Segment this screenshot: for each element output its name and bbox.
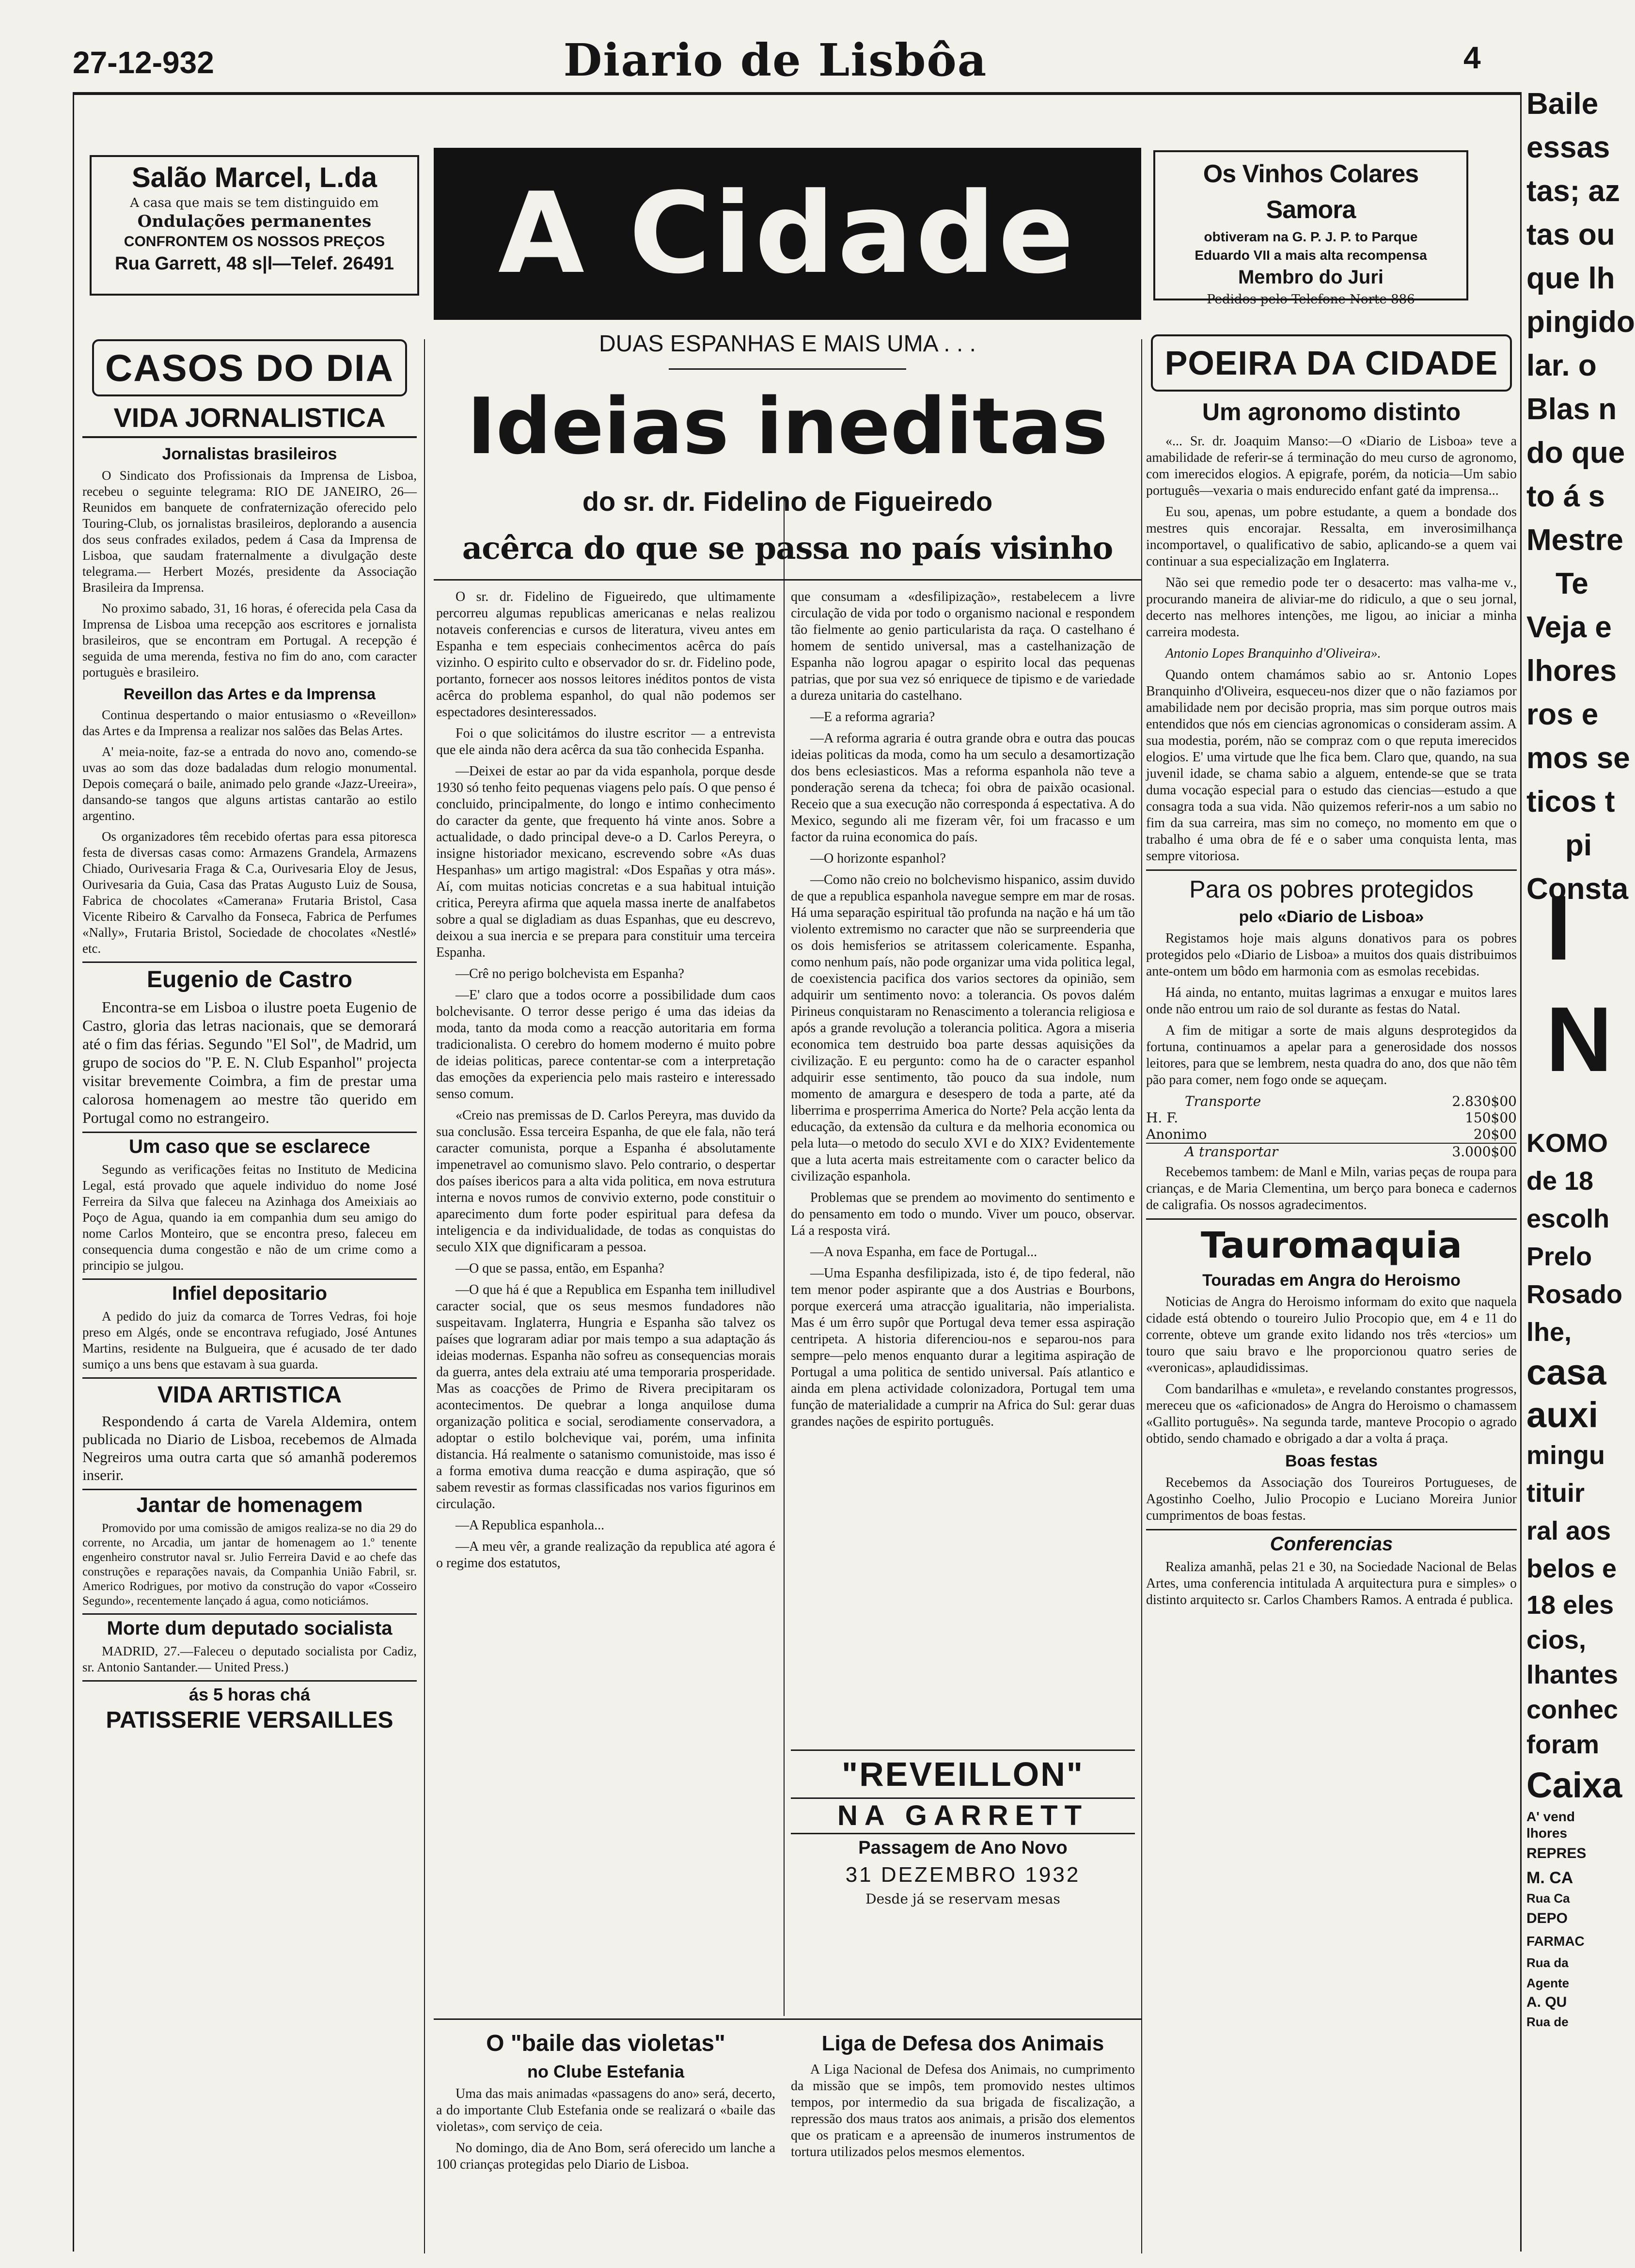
liga-p1: A Liga Nacional de Defesa dos Animais, no cumprimento da missão que se impôs, tem promovido nestes ultimos tempos, por intermedio da sua brigada de fiscalização, a repressão dos maus tratos aos animais, a prisão dos elementos que os praticam e a apreensão de inumeros instrumentos de tortura utilizados pelos mesmos elementos. [791,2062,1135,2159]
casos-banner-text: CASOS DO DIA [105,346,394,389]
edge-line: lar. o [1526,349,1597,382]
infiel-p1: A pedido do juiz da comarca de Torres Vedras, foi hoje preso em Algés, onde se encontrava refugiado, José Antunes Martins, residente na Bulgueira, que é acusado de ter dado sumiço a uns bens que estavam à sua guarda. [82,1309,417,1371]
ledger-value: 3.000$00 [1452,1144,1517,1160]
edge-line: A' vend [1526,1809,1575,1824]
agronomo-p3: Não sei que remedio pode ter o desacerto: mas valha-me v., procurando maneira de aliviar-me do ridiculo, a que o seu jornal, decerto nas melhores intenções, me ligou, ao iniciar a minha carreira modesta. [1146,575,1517,640]
edge-line: essas [1526,131,1610,164]
ledger-value: 20$00 [1473,1126,1517,1142]
edge-line: REPRES [1526,1845,1587,1861]
vida-artistica-p1: Respondendo á carta de Varela Aldemira, ontem publicada no Diario de Lisboa, recebemos de Almada Negreiros uma outra carta que só amanhã poderemos inserir. [82,1413,417,1483]
ad-right-line1: obtiveram na G. P. J. P. to Parque [1204,229,1418,244]
edge-line: foram [1526,1730,1600,1759]
edge-line: ros e [1526,698,1599,731]
infiel-head: Infiel depositario [82,1278,417,1305]
reveillon-line2: 31 DEZEMBRO 1932 [845,1863,1081,1887]
casos-banner [92,339,407,396]
edge-line: Baile [1526,87,1599,121]
edge-line: Agente [1526,1976,1570,1990]
edge-line: Consta [1526,872,1629,906]
poeira-banner-text: POEIRA DA CIDADE [1164,344,1498,382]
edge-line: de 18 [1526,1166,1594,1196]
ledger-label: Anonimo [1146,1126,1207,1142]
section-title: A Cidade [498,169,1077,299]
ad-right-line4: Pedidos pelo Telefone Norte 886 [1207,292,1415,307]
conferencias-head: Conferencias [1146,1529,1517,1555]
agronomo-p5: Quando ontem chamámos sabio ao sr. Antonio Lopes Branquinho d'Oliveira, esqueceu-nos dizer que o não faziamos por amabilidade nem por decisão propria, mas sim porque outros mais entendidos que nós em ciencias agronomicas o consideram assim. A sua modestia, porém, não se compraz com o que reputa imerecidos elogios. E' uma virtude que lhe fica bem. Claro que, quando, na sua juvenil idade, se chama sabio a alguem, entende-se que se trata duma vocação especial para o estudo das ciencias—estudo a que consagra toda a sua vida. Não quizemos referir-nos a um sabio no fim da sua carreira, mas sim no começo, no momento em que o trabalho é uma obra de fé e o saber uma conquista lenta, mas sempre vitoriosa. [1146,667,1517,864]
vida-artistica-head: VIDA ARTISTICA [82,1377,417,1408]
agronomo-signature: Antonio Lopes Branquinho d'Oliveira». [1165,646,1381,661]
edge-line: Rua Ca [1526,1891,1570,1906]
fidelino-p9: —A Republica espanhola... [456,1518,605,1533]
edge-line: pi [1565,829,1592,862]
fidelino-p1: O sr. dr. Fidelino de Figueiredo, que ultimamente percorreu algumas republicas americanas e nelas realizou notaveis conferencias e cursos de literatura, viveu antes em Espanha e tem especiais conhecimentos acêrca do país vizinho. O espirito culto e observador do sr. dr. Fidelino pode, portanto, fornecer aos nossos leitores inéditos pontos de vista acêrca do problema espanhol, do qual não podemos ser espectadores desinteressados. [436,589,775,720]
edge-line: M. CA [1526,1869,1573,1887]
ad-right-line2: Eduardo VII a mais alta recompensa [1195,248,1427,263]
patisserie-line1: ás 5 horas chá [189,1685,311,1704]
baile-violetas-block [436,2026,775,2249]
reveillon-title: "REVEILLON" [842,1755,1084,1793]
fidelino-p7: —O que se passa, então, em Espanha? [456,1261,664,1276]
fidelino-p5: —E' claro que a todos ocorre a possibilidade dum caos bolchevisante. O terror desse perigo é uma das ideias da moda, tanto da moda como a reacção autoritaria em forma tradicionalista. O cerebro do homem moderno é muito pobre de ideias politicas, parece contentar-se com a interpretação das emoções da experiencia pelo mais rasteiro e interessado senso comum. [436,988,775,1102]
baile-head: O "baile das violetas" [486,2031,725,2056]
col-rule-2 [784,499,785,2016]
reveillon-garrett-ad [791,1749,1135,1945]
frame-left [73,95,74,2252]
edge-line: 18 eles [1526,1591,1614,1620]
baile-p1: Uma das mais animadas «passagens do ano» será, decerto, a do importante Club Estefania onde se realizará o «baile das violetas», com serviço de ceia. [436,2086,775,2134]
deck: acêrca do que se passa no país visinho [462,530,1113,567]
jantar-head: Jantar de homenagem [82,1489,417,1517]
edge-line: Blas n [1526,393,1617,426]
ledger-label: A transportar [1185,1144,1278,1160]
ledger-label: H. F. [1146,1110,1179,1126]
edge-line: do que [1526,436,1625,470]
caso-esclarece-p1: Segundo as verificações feitas no Instituto de Medicina Legal, está provado que aquele individuo do nome José Ferreira da Silva que faleceu na Azinhaga dos Ameixiais ao Poço de Agua, quando ia em companhia dum seu amigo do nome Carlos Monteiro, que se encontra preso, faleceu em consequencia duma congestão e não de um crime como a principio se julgou. [82,1162,417,1273]
conferencias-p1: Realiza amanhã, pelas 21 e 30, na Sociedade Nacional de Belas Artes, uma conferencia intitulada A arquitectura pura e simples» o distinto arquitecto sr. Carlos Chambers Ramos. A entrada é publica. [1146,1559,1517,1607]
deck-rule [434,579,1141,581]
reveillon-artes-head: Reveillon das Artes e da Imprensa [124,685,376,703]
edge-line: tituir [1526,1479,1585,1508]
edge-line: tas; az [1526,174,1620,208]
liga-animais-block [791,2026,1135,2249]
fidelino-c2-p5: —Como não creio no bolchevismo hispanico, assim duvido de que a republica espanhola navegue sempre em mar de rosas. Há uma separação espiritual tão profunda na nação e há um tão violento extremismo no caracter que não se surpreenderia que os dois hemisferios se atritassem colericamente. Espanha, como nenhum país, não pode organizar uma vida politica legal, de coexistencia pacifica dos varios sectores da opinião, sem adquirir um sentimento novo: a tolerancia. Os povos dalém Pirineus conquistaram no Renascimento a tolerancia religiosa e após a grande revolução a tolerancia politica. Agora a miseria economica tem destruido boa parte dessas aquisições da civilização. E eu pergunto: como ha de o caracter espanhol adquirir esse sentimento, tão pouco da sua indole, num momento de amargura e desespero de toda a parte, até da liberrima e prosperrima America do Norte? Pela acção lenta da educação, da extensão da cultura e da melhoria economica ou pela luta—o metodo do seculo XVI e do XIX? Evidentemente que a luta acerta mais estreitamente com o caracter belico da civilização espanhola. [791,872,1135,1184]
edge-line: ral aos [1526,1516,1611,1545]
edge-line: Rua de [1526,2015,1569,2029]
fidelino-c2-p3: —A reforma agraria é outra grande obra e outra das poucas ideias politicas da moda, como ha um seculo a desamortização dos bens eclesiasticos. Mas a reforma espanhola não teve a ponderação serena da tcheca; foi obra de paixão ocasional. Receio que a sua execução não corresponda á espectativa. A do Mexico, segundo ali me fizeram vêr, foi um fracasso e um factor da ruina economica do país. [791,731,1135,845]
edge-line: Veja e [1526,611,1612,644]
poeira-banner [1151,334,1512,392]
edge-line: cios, [1526,1625,1587,1654]
ad-left-line1: A casa que mais se tem distinguido em [130,196,379,210]
ad-left-title: Salão Marcel, L.da [131,162,377,193]
edge-line: pingido [1526,305,1635,339]
pobres-p1: Registamos hoje mais alguns donativos para os pobres protegidos pelo «Diario de Lisboa» a muitos dos quais distribuimos ante-ontem um bôdo em harmonia com as esmolas recebidas. [1146,931,1517,979]
edge-line: A. QU [1526,1994,1567,2010]
agronomo-heading: Um agronomo distinto [1202,398,1461,425]
fidelino-c2-p8: —Uma Espanha desfilipizada, isto é, de tipo federal, não tem menor poder aspirante que a dos Austrias e Bourbons, porque exercerá uma atracção igualitaria, não imperialista. Mas é um êrro supôr que Portugal deva temer essa aspiração centripeta. A historia diferenciou-nos e separou-nos para sempre—pelo menos enquanto durar a legitima aspiração de Portugal a uma politica de sentido universal. País atlantico e ainda em plena actividade colonizadora, Portugal tem uma função de materialidade a cumprir na Africa do Sul: gerar duas grandes nações de espirito português. [791,1266,1135,1429]
edge-line: belos e [1526,1554,1617,1583]
vida-jornalistica-heading: VIDA JORNALISTICA [82,399,417,438]
col-rule-1 [424,339,425,2253]
col-rule-3 [1141,339,1142,2253]
ledger-value: 2.830$00 [1452,1093,1517,1109]
edge-line: tas ou [1526,218,1615,252]
lower-center-rule [434,2018,1141,2020]
fidelino-c2-p6: Problemas que se prendem ao movimento do sentimento e do pensamento em todo o mundo. Viver um pouco, observar. Lá a resposta virá. [791,1190,1135,1238]
morte-deputado-p1: MADRID, 27.—Faleceu o deputado socialista por Cadiz, sr. Antonio Santander.— United Press.) [82,1644,417,1674]
headline: Ideias ineditas [467,381,1108,472]
edge-line: conhec [1526,1695,1619,1724]
edge-line: Te [1556,567,1588,600]
ledger-label: Transporte [1185,1093,1261,1109]
liga-head: Liga de Defesa dos Animais [821,2032,1104,2055]
ledger-row [1146,1144,1517,1160]
fidelino-c2-p4: —O horizonte espanhol? [810,851,946,866]
page-number: 4 [1463,40,1481,75]
tauromaquia-sub: Touradas em Angra do Heroismo [1202,1271,1461,1290]
baile-p2: No domingo, dia de Ano Bom, será oferecido um lanche a 100 crianças protegidas pelo Diario de Lisboa. [436,2141,775,2172]
fidelino-p4: —Crê no perigo bolchevista em Espanha? [456,966,684,981]
edge-strip [1526,82,1635,906]
tauromaquia-p2: Com bandarilhas e «muleta», e revelando constantes progressos, mereceu que os «aficionados» de Angra do Heroismo o chamassem «Gallito português». Na segunda tarde, manteve Procopio o agrado obtido, sendo chamado e obrigado a dar a volta á praça. [1146,1382,1517,1446]
center-column-1 [436,589,775,2014]
reveillon-artes-p3: Os organizadores têm recebido ofertas para essa pitoresca festa de diversas casas como: Armazens Grandela, Armazens Chiado, Ourivesaria Fraga & C.a, Ourivesaria Eloy de Jesus, Ourivesaria da Guia, Casa das Pratas Augusto Luiz de Sousa, Fabrica de chocolates «Camerana» Frutaria Bristol, Casa Vicente Ribeiro & Carvalho da Fonseca, Fabrica de Perfumes «Nally», Frutaria Bristol, Sociedade de chocolates «Nestlé» etc. [82,829,417,956]
edge-line: casa [1526,1352,1606,1392]
reveillon-line1: Passagem de Ano Novo [858,1838,1068,1858]
edge-line: ticos t [1526,785,1615,819]
reveillon-artes-p2: A' meia-noite, faz-se a entrada do novo ano, comendo-se uvas ao som das doze badaladas dum relogio monumental. Depois começará o baile, animado pelo grande «Jazz-Ureeira», dansando-se tangos que alguns artistas cantarão ao estilo argentino. [82,744,417,823]
baile-sub: no Clube Estefania [527,2062,685,2081]
edge-line: DEPO [1526,1910,1568,1926]
reveillon-sub: NA GARRETT [791,1797,1135,1834]
edge-line: mingu [1526,1441,1605,1470]
edge-line: lhantes [1526,1660,1619,1689]
center-column-2 [791,589,1135,1742]
edge-line: lhores [1526,1826,1568,1841]
fidelino-p3: —Deixei de estar ao par da vida espanhola, porque desde 1930 só tenho feito pequenas viagens pelo país. O que penso é concluido, principalmente, do longo e intimo conhecimento do caracter da gente, que frequento há vinte anos. Sobre a actualidade, o dado principal deve-o a D. Carlos Pereyra, o insigne historiador mexicano, escrevendo sobre «As duas Hespanhas» um artigo magistral: «Dos Españas y otra más». Aí, com muitas noticias concretas e a sua habitual intuição critica, Pereyra afirma que aquela massa inerte de analfabetos sobre a qual se digladiam as duas Espanhas, que eu descrevo, deixou a sua inercia e se prepara para constituir uma terceira Espanha. [436,764,775,960]
agronomo-p2: Eu sou, apenas, um pobre estudante, a quem a bondade dos mestres quis encorajar. Ressalta, em inverosimilhança incomportavel, o qualificativo de sabio, aplicando-se a quem vai continuar a sua especialização em Inglaterra. [1146,504,1517,569]
edge-line: KOMO [1526,1129,1608,1158]
masthead: Diario de Lisbôa [563,34,988,86]
edge-line: lhe, [1526,1318,1572,1347]
fidelino-p10: —A meu vêr, a grande realização da republica até agora é o regime dos estatutos, [436,1539,775,1571]
page-date: 27-12-932 [73,45,214,80]
pobres-p3: A fim de mitigar a sorte de mais alguns desprotegidos da fortuna, continuamos a apelar para a generosidade dos nossos leitores, para que se lembrem, nesta quadra do ano, dos que não têm pão para comer, nem fogo onde se aqueçam. [1146,1023,1517,1087]
fidelino-p8: —O que há é que a Republica em Espanha tem inilludivel caracter social, que os seus mesmos fundadores não suspeitavam. Inglaterra, Hungria e Espanha são talvez os países que lograram adiar por mais tempo a sua adaptação ás ideias modernas. Espanha não sofreu as consequencias morais da guerra, antes dela extraiu até uma temporaria prosperidade. Mas as coacções de Primo de Rivera precipitaram os acontecimentos. De quebrar a longa anquilose duma organização politica e social, serodiamente conservadora, a adoptar o estilo bolchevique vai, porém, uma infinita distancia. Há realmente o satanismo comunistoide, mas isso é a forma emotiva duma reacção e duma aspiração, que só sabem revestir as formas classificadas nos varios figurinos em circulação. [436,1282,775,1512]
boas-festas-p1: Recebemos da Associação dos Toureiros Portugueses, de Agostinho Coelho, Julio Procopio e Luciano Moreira Junior cumprimentos de boas festas. [1146,1475,1517,1523]
ledger-row [1146,1110,1517,1126]
fidelino-c2-p1: que consumam a «desfilipização», restabelecem a livre circulação de vida por todo o organismo nacional e respondem tão fielmente ao genio particularista da raça. O castelhano é homem de sentido universal, mas a castelhanização de Espanha não logrou apagar o espirito local das pequenas patrias, que por sua vez só enriquece de tipismo e de variedade a dureza unitaria do castelhano. [791,589,1135,703]
agronomo-p1: «... Sr. dr. Joaquim Manso:—O «Diario de Lisboa» teve a amabilidade de referir-se á terminação do meu curso de agronomo, com imerecidos elogios. A epigrafe, porém, da noticia—Um sabio português—vexaria o mais endurecido enfant gaté da imprensa... [1146,434,1517,498]
edge-line: que lh [1526,262,1615,295]
edge-line: Caixa [1526,1765,1622,1805]
edge-line: Rosado [1526,1280,1623,1309]
ledger-value: 150$00 [1465,1110,1517,1126]
edge-line: Prelo [1526,1242,1592,1271]
fidelino-c2-p2: —E a reforma agraria? [810,709,935,724]
morte-deputado-head: Morte dum deputado socialista [82,1613,417,1639]
header-rule [73,92,1522,95]
edge-line: to á s [1526,480,1605,513]
frame-right [1520,95,1522,2252]
edge-line: Rua da [1526,1955,1569,1970]
jornalistas-head: Jornalistas brasileiros [162,445,337,463]
jornalistas-p1: O Sindicato dos Profissionais da Imprensa de Lisboa, recebeu o seguinte telegrama: RIO DE JANEIRO, 26—Reunidos em banquete de confraternização oferecido pelo Touring-Club, os jornalistas brasileiros, deplorando a ausencia dos seus confrades exilados, pedem á Casa da Imprensa de Lisboa, que saudam fraternalmente a divulgação deste telegrama.— Herbert Mozés, presidente da Associação Brasileira da Imprensa. [82,468,417,595]
kicker: DUAS ESPANHAS E MAIS UMA . . . [599,331,976,357]
byline: do sr. dr. Fidelino de Figueiredo [582,486,993,517]
fidelino-c2-p7: —A nova Espanha, em face de Portugal... [810,1244,1038,1260]
ad-left-line2: Ondulações permanentes [137,212,372,231]
ad-left-line4: Rua Garrett, 48 s|l—Telef. 26491 [115,253,394,274]
eugenio-head: Eugenio de Castro [82,961,417,994]
fidelino-p6: «Creio nas premissas de D. Carlos Pereyra, mas duvido da sua conclusão. Essa terceira Espanha, de que ele fala, não terá caracter comunista, porque a Espanha é absolutamente impenetravel ao comunismo slavo. Pelo contrario, o despertar dos países ibericos para a alta vida politica, em nova estrutura interna e novos rumos de convivio externo, pode constituir o aparecimento dum forte poder espiritual para defesa da inteligencia e da individualidade, de todas as conquistas do seculo XIX que dignificaram a pessoa. [436,1108,775,1255]
left-column [82,334,417,2253]
pobres-p4: Recebemos tambem: de Manl e Miln, varias peças de roupa para crianças, e de Maria Clementina, um berço para boneca e cadernos de caligrafia. Os nossos agradecimentos. [1146,1165,1517,1213]
jantar-p1: Promovido por uma comissão de amigos realiza-se no dia 29 do corrente, no Arcadia, um jantar de homenagem ao 1.º tenente engenheiro construtor naval sr. Julio Ferreira David e ao chefe das construções e reparações navais, da Companhia União Fabril, sr. Americo Rodrigues, por motivo da construção do vapor «Cosseiro Segundo», recentemente lançado á agua, como noticiámos. [82,1522,417,1607]
edge-line: escolh [1526,1204,1610,1233]
ad-salao-marcel [90,155,419,296]
pobres-p2: Há ainda, no entanto, muitas lagrimas a enxugar e muitos lares onde não entrou um raio de sol durante as festas do Natal. [1146,985,1517,1017]
fidelino-p2: Foi o que solicitámos do ilustre escritor — a entrevista que ele ainda não dera acêrca da sua tão conhecida Espanha. [436,726,775,757]
right-column [1146,330,1517,2253]
edge-line: auxi [1526,1395,1599,1435]
eugenio-p1: Encontra-se em Lisboa o ilustre poeta Eugenio de Castro, gloria das letras nacionais, que se demorará até o fim das férias. Segundo "El Sol", de Madrid, um grupo de socios do "P. E. N. Club Espanhol" projecta visitar brevemente Coimbra, a fim de prestar uma calorosa homenagem ao mestre tão querido em Portugal como no estrangeiro. [82,998,417,1126]
kicker-rule [669,368,906,370]
edge-strip-2 [1526,1124,1623,2249]
reveillon-line3: Desde já se reservam mesas [865,1891,1060,1907]
ad-right-line3: Membro do Juri [1238,267,1384,288]
jornalistas-p2: No proximo sabado, 31, 16 horas, é oferecida pela Casa da Imprensa de Lisboa uma recepção aos escritores e jornalista brasileiros, que se encontram em Portugal. A recepção é seguida de uma merenda, festiva no fim do ano, com caracter portuguès e brasileiro. [82,601,417,679]
edge-big-letters: I N [1546,877,1613,1091]
ad-vinhos-colares [1153,150,1468,307]
ad-right-title: Os Vinhos Colares Samora [1203,160,1419,224]
ad-left-line3: CONFRONTEM OS NOSSOS PREÇOS [124,234,385,250]
tauromaquia-head: Tauromaquia [1146,1218,1517,1267]
pobres-sub: pelo «Diario de Lisboa» [1239,908,1424,926]
boas-festas-head: Boas festas [1285,1452,1378,1470]
ledger-row [1146,1093,1517,1110]
edge-line: mos se [1526,741,1630,775]
ledger-row [1146,1126,1517,1144]
edge-line: Mestre [1526,523,1623,557]
pobres-head: Para os pobres protegidos [1146,869,1517,904]
reveillon-artes-p1: Continua despertando o maior entusiasmo o «Reveillon» das Artes e da Imprensa a realizar nos salões das Belas Artes. [82,708,417,738]
tauromaquia-p1: Noticias de Angra do Heroismo informam do exito que naquela cidade está obtendo o toureiro Julio Procopio que, em 4 e 11 do corrente, obteve um grande exito lidando nos três «tercios» um touro que saiu bravo e lhe proporcionou quatro series de «veronicas», aplaudidissimas. [1146,1294,1517,1375]
donations-ledger [1146,1093,1517,1160]
caso-esclarece-head: Um caso que se esclarece [82,1132,417,1158]
edge-line: FARMAC [1526,1934,1585,1949]
patisserie-line2: PATISSERIE VERSAILLES [106,1707,393,1733]
section-title-box [434,148,1141,320]
edge-line: lhores [1526,654,1617,688]
patisserie-ad [82,1680,417,1735]
